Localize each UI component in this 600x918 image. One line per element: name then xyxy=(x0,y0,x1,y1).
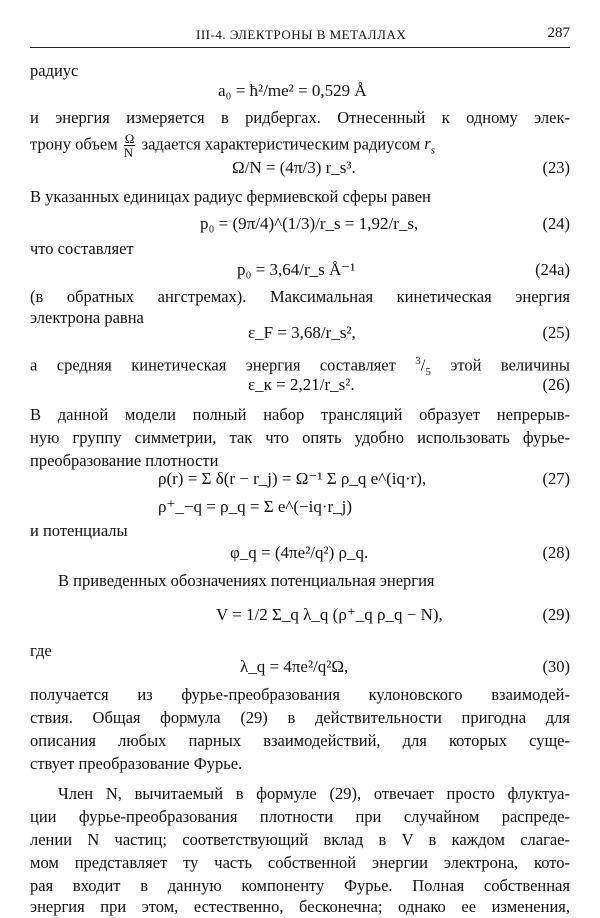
equation-30: λ_q = 4πe²/q²Ω, xyxy=(240,657,349,676)
text-line: преобразование плотности xyxy=(30,451,219,470)
eq-number-25: (25) xyxy=(542,323,570,342)
text-line: что составляет xyxy=(30,239,134,258)
header-title: III-4. ЭЛЕКТРОНЫ В МЕТАЛЛАХ xyxy=(196,27,407,42)
page xyxy=(30,0,570,917)
eq-number-27: (27) xyxy=(542,469,570,488)
eq-number-24: (24) xyxy=(542,214,570,233)
text-line: В указанных единицах радиус фермиевской сферы равен xyxy=(30,187,431,206)
eq-number-26: (26) xyxy=(542,375,570,394)
equation-25: ε_F = 3,68/r_s², xyxy=(248,323,356,342)
text-line-mean-energy: а средняя кинетическая энергия составляет $^3/_5$ этой величины xyxy=(30,355,571,378)
text-line: ную группу симметрии, так что опять удобно использовать фурье- xyxy=(30,428,570,447)
equation-24a: p₀ = 3,64/r_s Å⁻¹ xyxy=(237,260,356,279)
text-line: рая входит в данную компоненту Фурье. Полная собственная xyxy=(30,876,570,895)
equation-26: ε_к = 2,21/r_s². xyxy=(248,375,355,394)
page-number: 287 xyxy=(547,25,570,41)
eq-number-28: (28) xyxy=(542,543,570,562)
eq-number-23: (23) xyxy=(542,158,570,177)
equation-29: V = 1/2 Σ_q λ_q (ρ⁺_q ρ_q − N), xyxy=(216,605,443,624)
running-header xyxy=(30,27,570,49)
text-line: В данной модели полный набор трансляций образует непрерыв- xyxy=(30,405,570,424)
text-line: описания любых парных взаимодействий, для которых суще- xyxy=(30,731,570,750)
equation-27a: ρ(r) = Σ δ(r − r_j) = Ω⁻¹ Σ ρ_q e^(iq·r), xyxy=(158,469,427,488)
text-line: ции фурье-преобразования плотности при случайном распреде- xyxy=(30,807,570,826)
equation-28: φ_q = (4πe²/q²) ρ_q. xyxy=(230,543,369,562)
text-line: радиус xyxy=(30,61,79,80)
equation-a0: a₀ = ħ²/me² = 0,529 Å xyxy=(218,81,367,100)
text-line: лении N частиц; соответствующий вклад в V в каждом слагае- xyxy=(30,830,570,849)
equation-27b: ρ⁺_−q = ρ_q = Σ e^(−iq·r_j) xyxy=(158,497,353,516)
text-line: и энергия измеряется в ридбергах. Отнесенный к одному элек- xyxy=(30,108,570,127)
eq-number-29: (29) xyxy=(542,605,570,624)
text-line: где xyxy=(30,641,52,660)
fraction-omega-n: $\frac{\Omega}{N}$ xyxy=(123,131,135,160)
text-line: получается из фурье-преобразования кулоновского взаимодей- xyxy=(30,685,570,704)
text-line: энергия при этом, естественно, бесконечна; однако ее изменения, xyxy=(30,897,570,916)
eq-number-24a: (24а) xyxy=(535,260,570,279)
text-line: ствия. Общая формула (29) в действительности пригодна для xyxy=(30,708,570,727)
text-line: электрона равна xyxy=(30,308,144,327)
text-line: В приведенных обозначениях потенциальная энергия xyxy=(58,571,435,590)
text-line: ствует преобразование Фурье. xyxy=(30,754,243,773)
equation-23: Ω/N = (4π/3) r_s³. xyxy=(232,158,356,177)
text-line: (в обратных ангстремах). Максимальная кинетическая энергия xyxy=(30,287,570,306)
text-line: Член N, вычитаемый в формуле (29), отвечает просто флуктуа- xyxy=(58,784,570,803)
eq-number-30: (30) xyxy=(542,657,570,676)
header-rule xyxy=(30,47,570,48)
text-line: мом представляет ту часть собственной энергии электрона, кото- xyxy=(30,853,570,872)
equation-24: p₀ = (9π/4)^(1/3)/r_s = 1,92/r_s, xyxy=(200,214,419,233)
text-line-volume: трону объем $\frac{\Omega}{N}$ задается характеристическим радиусом $r_s$ xyxy=(30,131,435,160)
text-line: и потенциалы xyxy=(30,521,128,540)
